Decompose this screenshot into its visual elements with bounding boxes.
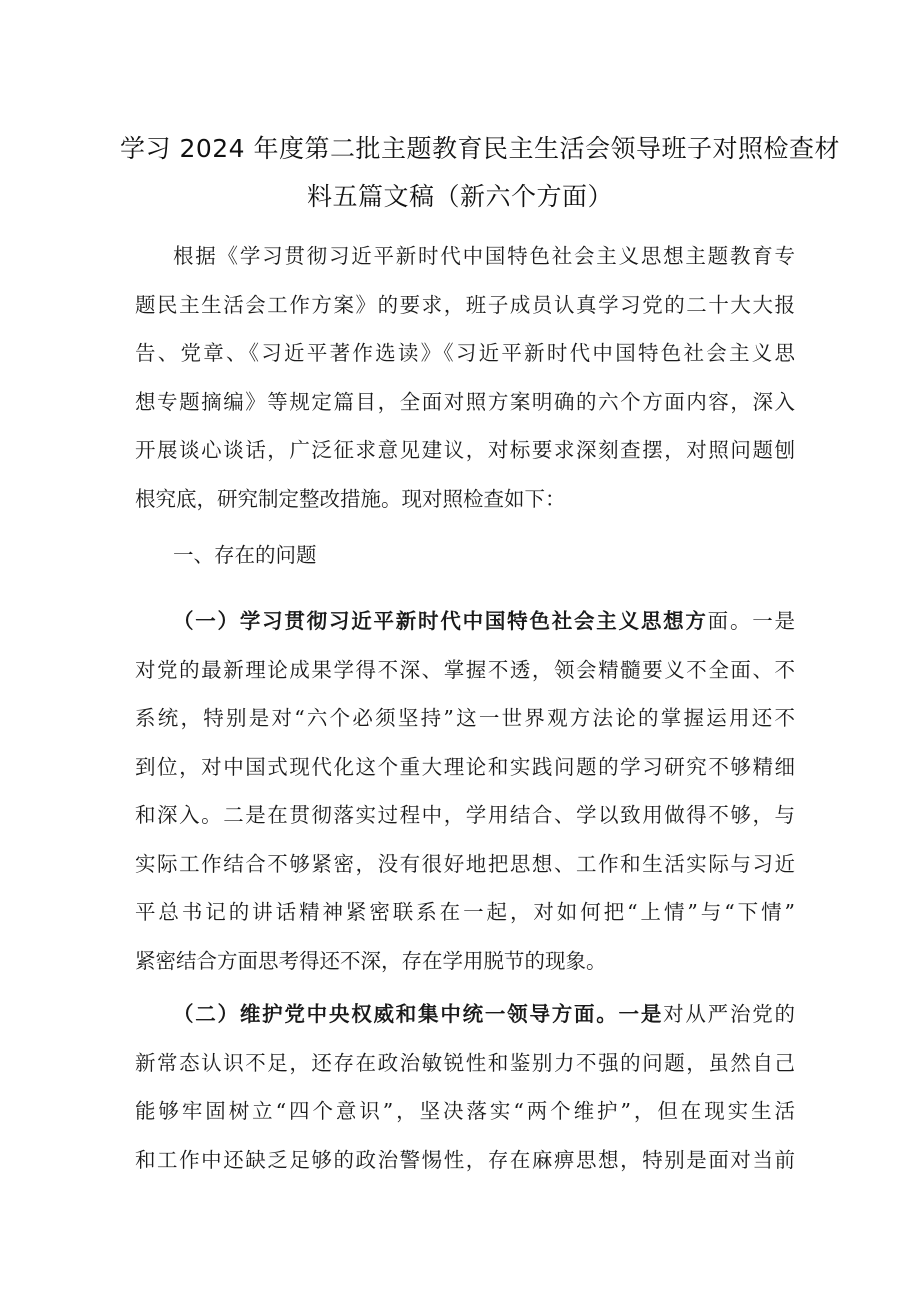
section-heading bbox=[135, 531, 795, 580]
paragraph-line bbox=[135, 990, 795, 1039]
item-2-paragraph bbox=[135, 990, 795, 1184]
paragraph-line: 根据《学习贯彻习近平新时代中国特色社会主义思想主题教育专 bbox=[173, 244, 795, 268]
title-line-2: 料五篇文稿（新六个方面） bbox=[306, 182, 613, 211]
paragraph-line: 新常态认识不足，还存在政治敏锐性和鉴别力不强的问题，虽然自己 bbox=[135, 1050, 795, 1075]
section-heading-text: 一、存在的问题 bbox=[173, 543, 317, 567]
item-1-bold-lead: （一）学习贯彻习近平新时代中国特色社会主义思想方 bbox=[173, 609, 708, 633]
paragraph-line: 告、党章、《习近平著作选读》《习近平新时代中国特色社会主义思 bbox=[135, 341, 795, 365]
intro-paragraph bbox=[135, 232, 795, 523]
document-title bbox=[120, 125, 841, 221]
item-2-first-rest: 对从严治党的 bbox=[663, 1002, 796, 1026]
paragraph-line bbox=[135, 597, 795, 646]
paragraph-line: 开展谈心谈话，广泛征求意见建议，对标要求深刻查摆，对照问题刨 bbox=[135, 438, 795, 462]
title-line-1: 学习 2024 年度第二批主题教育民主生活会领导班子对照检查材 bbox=[120, 134, 841, 163]
item-1-first-rest: 面。一是 bbox=[707, 609, 796, 633]
paragraph-line: 系统，特别是对“六个必须坚持”这一世界观方法论的掌握运用还不 bbox=[135, 706, 795, 730]
paragraph-line: 平总书记的讲话精神紧密联系在一起，对如何把“上情”与“下情” bbox=[135, 900, 795, 924]
item-1-paragraph bbox=[135, 597, 795, 985]
paragraph-line: 实际工作结合不够紧密，没有很好地把思想、工作和生活实际与习近 bbox=[135, 851, 795, 876]
item-2-bold-lead: （二）维护党中央权威和集中统一领导方面。一是 bbox=[173, 1002, 664, 1026]
paragraph-line: 和深入。二是在贯彻落实过程中，学用结合、学以致用做得不够，与 bbox=[135, 803, 795, 827]
paragraph-line: 到位，对中国式现代化这个重大理论和实践问题的学习研究不够精细 bbox=[135, 754, 795, 779]
paragraph-line: 能够牢固树立“四个意识”，坚决落实“两个维护”，但在现实生活 bbox=[135, 1099, 795, 1123]
paragraph-line: 想专题摘编》等规定篇目，全面对照方案明确的六个方面内容，深入 bbox=[135, 389, 795, 414]
paragraph-line: 对党的最新理论成果学得不深、掌握不透，领会精髓要义不全面、不 bbox=[135, 657, 795, 682]
paragraph-line: 紧密结合方面思考得还不深，存在学用脱节的现象。 bbox=[135, 948, 607, 973]
paragraph-line: 根究底，研究制定整改措施。现对照检查如下： bbox=[135, 486, 566, 511]
paragraph-line: 题民主生活会工作方案》的要求，班子成员认真学习党的二十大大报 bbox=[135, 292, 795, 317]
paragraph-line: 和工作中还缺乏足够的政治警惕性，存在麻痹思想，特别是面对当前 bbox=[135, 1147, 795, 1172]
